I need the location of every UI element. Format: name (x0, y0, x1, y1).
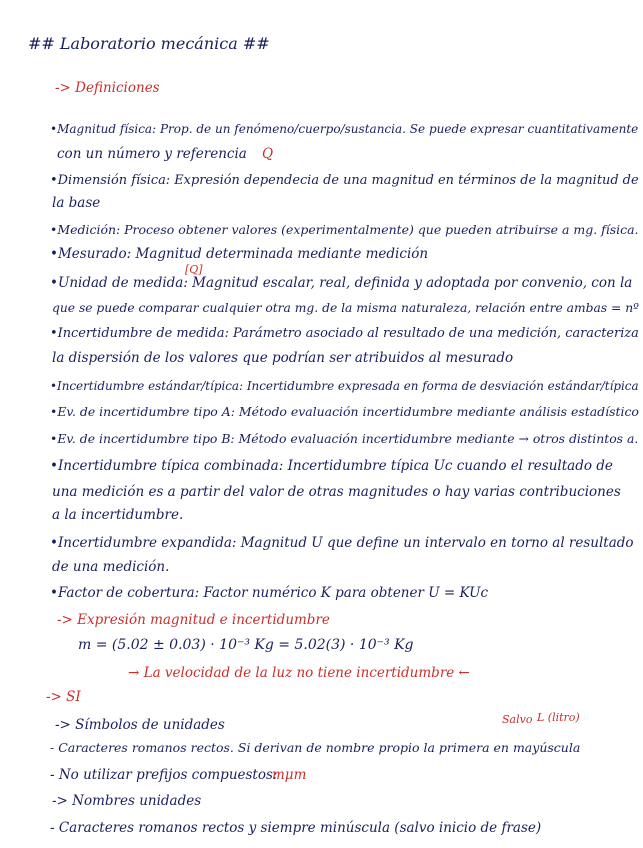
definition-line: con un número y referencia (57, 146, 247, 162)
section-heading-definitions: -> Definiciones (55, 80, 160, 96)
note-light-speed: → La velocidad de la luz no tiene incertidumbre ← (128, 665, 470, 681)
definition-line: la dispersión de los valores que podrían ser atribuidos al mesurado (52, 350, 514, 366)
definition-line: de una medición. (52, 559, 170, 575)
annotation-q: Q (262, 146, 274, 162)
definition-line: •Incertidumbre de medida: Parámetro asociado al resultado de una medición, caracteriza (50, 326, 639, 341)
definition-line: que se puede comparar cualquier otra mg. de la misma naturaleza, relación entre ambas = nº (52, 301, 639, 315)
definition-line: •Ev. de incertidumbre tipo B: Método evaluación incertidumbre mediante → otros distintos a. (50, 431, 639, 446)
si-line: - Caracteres romanos rectos. Si derivan de nombre propio la primera en mayúscula (50, 740, 581, 755)
definition-line: •Incertidumbre típica combinada: Incertidumbre típica Uc cuando el resultado de (50, 458, 613, 474)
annotation-q-unit: [Q] (185, 263, 203, 276)
definition-line: •Mesurado: Magnitud determinada mediante medición (50, 246, 429, 262)
definition-line: •Incertidumbre expandida: Magnitud U que define un intervalo en torno al resultado (50, 535, 634, 551)
definition-line: •Ev. de incertidumbre tipo A: Método evaluación incertidumbre mediante análisis estadístico (50, 404, 639, 419)
definition-line: una medición es a partir del valor de otras magnitudes o hay varias contribuciones (52, 484, 621, 500)
definition-line: •Magnitud física: Prop. de un fenómeno/cuerpo/sustancia. Se puede expresar cuantitativamente (50, 122, 639, 136)
si-line: - No utilizar prefijos compuestos: (50, 767, 278, 783)
definition-line: •Unidad de medida: Magnitud escalar, real, definida y adoptada por convenio, con la (50, 275, 633, 291)
formula: m = (5.02 ± 0.03) · 10⁻³ Kg = 5.02(3) · 10⁻³ Kg (78, 637, 414, 653)
definition-line: •Medición: Proceso obtener valores (experimentalmente) que pueden atribuirse a mg. física. (50, 222, 639, 237)
annotation-litro: L (litro) (537, 711, 580, 724)
section-heading-expression: -> Expresión magnitud e incertidumbre (57, 612, 330, 628)
definition-line: la base (52, 195, 101, 211)
si-line: -> Símbolos de unidades (55, 717, 225, 733)
definition-line: •Factor de cobertura: Factor numérico K para obtener U = KUc (50, 585, 489, 601)
si-line: -> Nombres unidades (52, 793, 202, 809)
definition-line: •Incertidumbre estándar/típica: Incertidumbre expresada en forma de desviación estándar/típica (50, 379, 639, 393)
definition-line: a la incertidumbre. (52, 507, 184, 523)
si-line: - Caracteres romanos rectos y siempre minúscula (salvo inicio de frase) (50, 820, 542, 836)
annotation-salvo: Salvo (502, 713, 533, 726)
si-example-prefix: mμm (272, 767, 307, 783)
section-heading-si: -> SI (46, 689, 81, 705)
page-title: ## Laboratorio mecánica ## (28, 34, 270, 53)
definition-line: •Dimensión física: Expresión dependecia de una magnitud en términos de la magnitud de (50, 173, 639, 188)
